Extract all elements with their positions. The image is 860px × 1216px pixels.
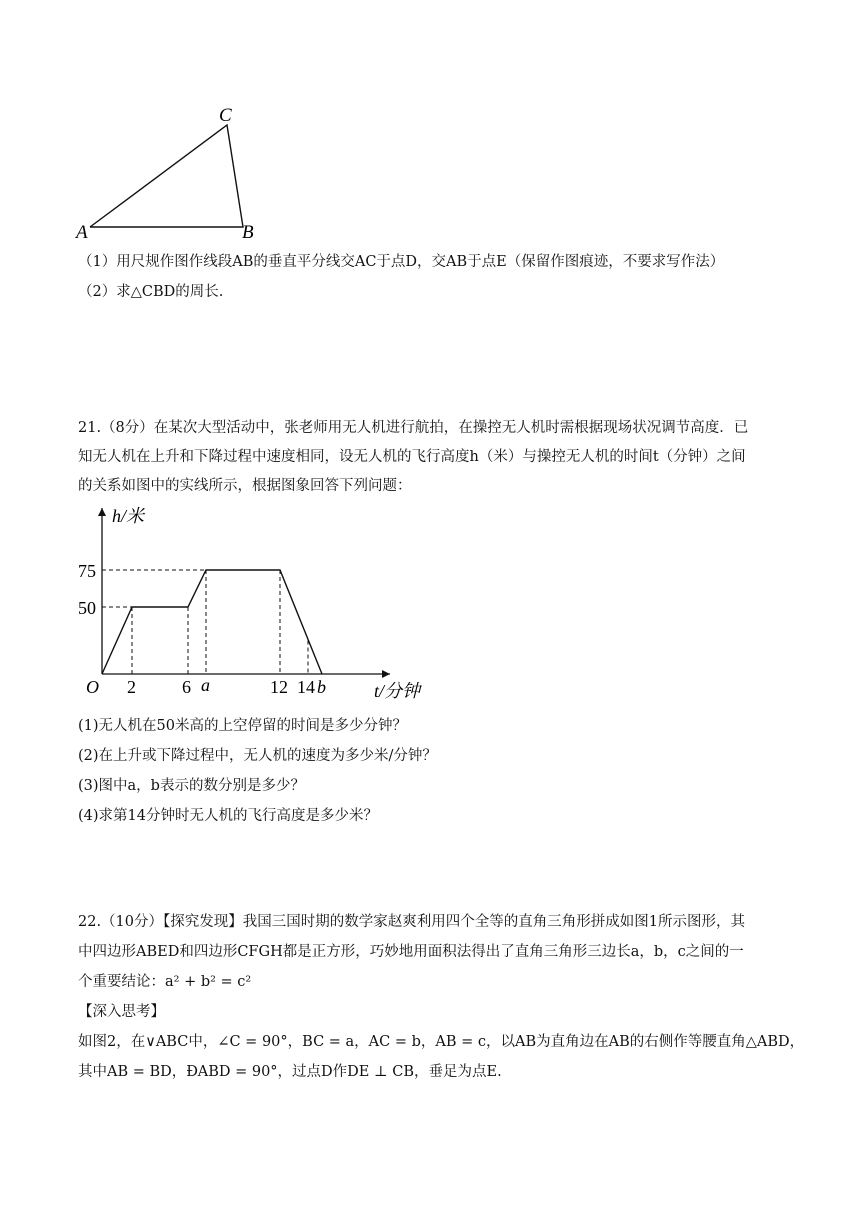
x-tick-label-14: 14 [297,677,315,697]
q21-line3: 的关系如图中的实线所示，根据图象回答下列问题： [78,478,412,494]
q22-line5: 其中AB = BD，ÐABD = 90°，过点D作DE ⊥ CB，垂足为点E. [78,1064,502,1080]
y-tick-label-50: 50 [78,598,96,618]
triangle-figure [70,100,270,245]
x-tick-label-6: 6 [182,677,191,697]
dashed-guides [102,570,308,674]
q22-line3: 个重要结论：a² + b² = c² [78,974,252,990]
y-tick-label-75: 75 [78,561,96,581]
x-tick-label-a: a [201,675,210,695]
y-axis-label: h/米 [112,506,145,526]
vertex-label-c: C [219,105,232,126]
q22-line2: 中四边形ABED和四边形CFGH都是正方形，巧妙地用面积法得出了直角三角形三边长a，b，c之间的一 [78,944,744,960]
q20-part1: （1）用尺规作图作线段AB的垂直平分线交AC于点D，交AB于点E（保留作图痕迹，不要求写作法） [78,254,725,270]
q21-question-1: (1)无人机在50米高的上空停留的时间是多少分钟？ [78,718,407,734]
q21-line1: 21.（8分）在某次大型活动中，张老师用无人机进行航拍，在操控无人机时需根据现场状况调节高度．已 [78,420,749,436]
q22-line4: 如图2，在∨ABC中，∠C = 90°，BC = a，AC = b，AB = c，以AB为直角边在AB的右侧作等腰直角△ABD， [78,1034,805,1050]
height-time-chart [70,500,450,705]
x-tick-label-b: b [317,677,326,697]
q21-question-3: (3)图中a，b表示的数分别是多少？ [78,778,305,794]
q22-line1: 22.（10分）【探究发现】我国三国时期的数学家赵爽利用四个全等的直角三角形拼成如图1所示图形，其 [78,914,745,930]
q21-question-2: (2)在上升或下降过程中，无人机的速度为多少米/分钟？ [78,748,437,764]
q21-question-4: (4)求第14分钟时无人机的飞行高度是多少米？ [78,808,378,824]
q21-line2: 知无人机在上升和下降过程中速度相同，设无人机的飞行高度h（米）与操控无人机的时间t（分钟）之间 [78,449,746,465]
vertex-label-b: B [242,222,254,243]
x-tick-label-2: 2 [127,677,136,697]
origin-label: O [86,677,99,697]
triangle-outline [90,125,243,227]
x-tick-label-12: 12 [270,677,288,697]
flight-height-line [102,570,322,674]
x-axis-label: t/分钟 [374,681,421,701]
q22-heading: 【深入思考】 [78,1004,165,1020]
q20-part2: （2）求△CBD的周长. [78,284,224,300]
vertex-label-a: A [76,222,88,243]
